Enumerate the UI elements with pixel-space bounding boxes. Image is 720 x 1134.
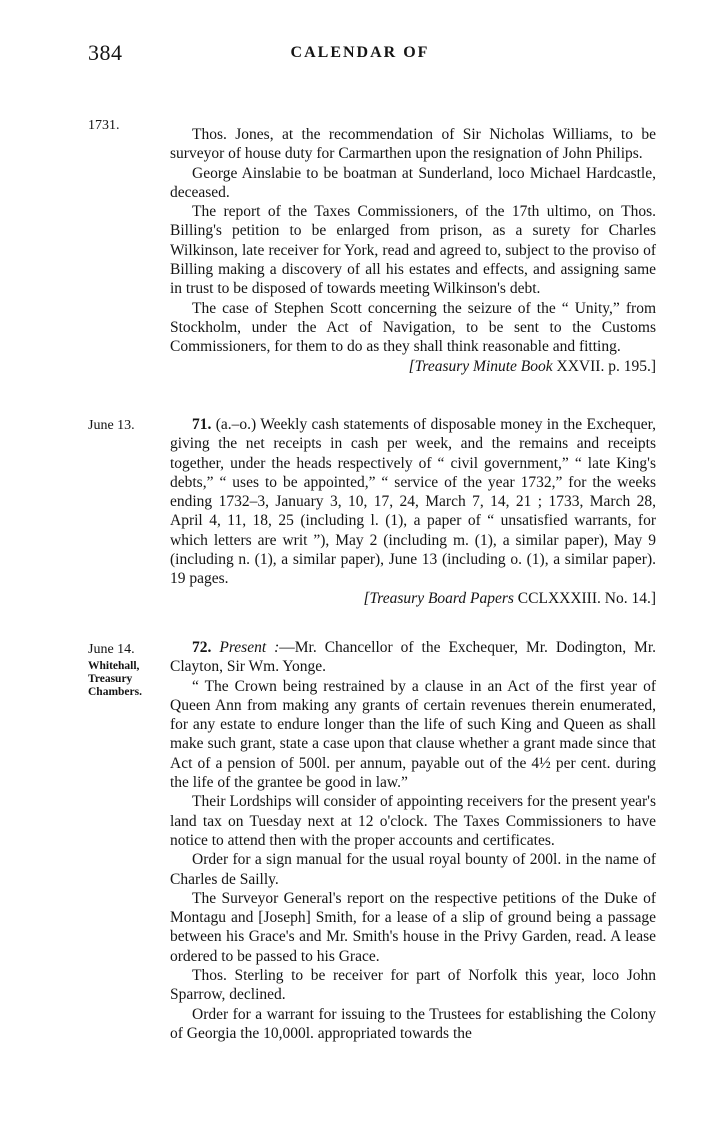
section-1731 — [170, 125, 656, 376]
entry-number: 72. — [192, 639, 212, 656]
paragraph: “ The Crown being restrained by a clause in an Act of the first year of Queen Ann from making any grants of certain revenues therein enumerated, for any estate to endure longer than the life of such King and Queen as shall make such grant, state a case upon that clause whether a grant made since that Act of a pension of 500l. per annum, payable out of the 4½ per cent. during the life of the grantee be good in law.” — [170, 677, 656, 792]
paragraph: Thos. Jones, at the recommendation of Sir Nicholas Williams, to be surveyor of house duty for Carmarthen upon the resignation of John Philips. — [170, 126, 656, 163]
paragraph: The Surveyor General's report on the respective petitions of the Duke of Montagu and [Joseph] Smith, for a lease of a slip of ground being a passage between his Grace's and Mr. Smith's house in the Privy Garden, read. A lease ordered to be passed to his Grace. — [170, 889, 656, 965]
source-reference: [Treasury Minute Book XXVII. p. 195.] — [408, 357, 656, 375]
paragraph: George Ainslabie to be boatman at Sunderland, loco Michael Hardcastle, deceased. — [170, 164, 656, 201]
source-reference: [Treasury Board Papers CCLXXXIII. No. 14.] — [363, 589, 656, 607]
paragraph: 72. Present :—Mr. Chancellor of the Exchequer, Mr. Dodington, Mr. Clayton, Sir Wm. Yonge. — [170, 639, 657, 676]
margin-date: June 13. — [88, 418, 135, 433]
margin-date: 1731. — [88, 118, 120, 133]
paragraph: Their Lordships will consider of appointing receivers for the present year's land tax on Tuesday next at 12 o'clock. The Taxes Commissioners to have notice to attend then with the proper accounts and certificates. — [170, 793, 656, 849]
paragraph: 71. (a.–o.) Weekly cash statements of disposable money in the Exchequer, giving the net receipts in cash per week, and the remains and receipts together, under the heads respectively of “ civil government,” “ late King's debts,” “ uses to be appointed,” “ service of the year 1732,” for the weeks ending 1732–3, January 3, 10, 17, 24, March 7, 14, 21 ; 1733, March 28, April 4, 11, 18, 25 (including l. (1), a paper of “ unsatisfied warrants, for which letters are writ ”), May 2 (including m. (1), a similar paper), May 9 (including n. (1), a similar paper), June 13 (including o. (1), a similar paper). 19 pages. — [170, 416, 657, 588]
entry-72 — [170, 638, 656, 1043]
paragraph: Order for a warrant for issuing to the Trustees for establishing the Colony of Georgia the 10,000l. appropriated towards the — [170, 1005, 656, 1042]
margin-place: Whitehall, Treasury Chambers. — [88, 660, 142, 698]
paragraph: Order for a sign manual for the usual royal bounty of 200l. in the name of Charles de Sailly. — [170, 851, 656, 888]
paragraph: The case of Stephen Scott concerning the seizure of the “ Unity,” from Stockholm, under the Act of Navigation, to be sent to the Customs Commissioners, for them to do as they shall think reasonable and fitting. — [170, 299, 656, 356]
entry-71 — [170, 415, 656, 608]
page-number: 384 — [88, 40, 123, 65]
present-label: Present : — [219, 639, 280, 656]
paragraph: The report of the Taxes Commissioners, of the 17th ultimo, on Thos. Billing's petition to be enlarged from prison, as a surety for Charles Wilkinson, late receiver for York, read and agreed to, subject to the proviso of Billing making a discovery of all his estates and effects, and assigning same in trust to be disposed of towards meeting Wilkinson's debt. — [170, 203, 656, 298]
paragraph: Thos. Sterling to be receiver for part of Norfolk this year, loco John Sparrow, declined. — [170, 967, 656, 1004]
running-title: CALENDAR OF — [290, 44, 430, 61]
page-header — [0, 40, 720, 80]
entry-number: 71. — [192, 416, 212, 433]
margin-date: June 14. — [88, 642, 135, 657]
